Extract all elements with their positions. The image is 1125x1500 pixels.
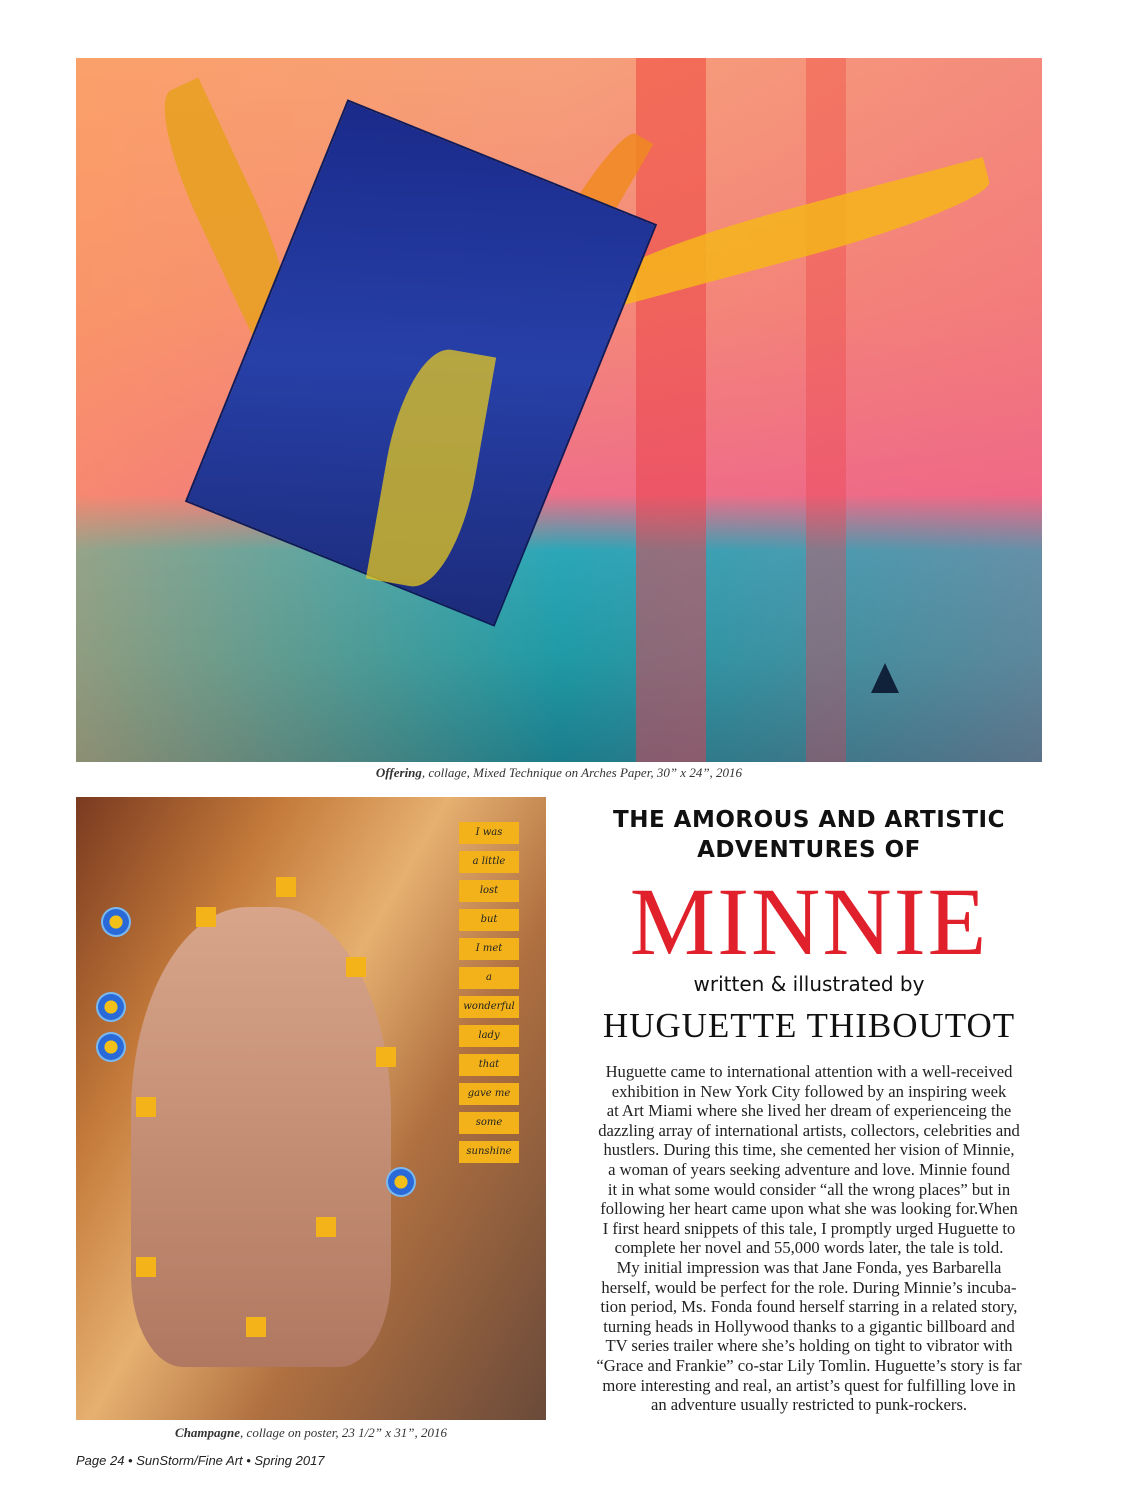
body-line: I first heard snippets of this tale, I promptly urged Huguette to: [602, 1218, 1016, 1238]
collage-note: a little: [459, 851, 519, 873]
body-line: Huguette came to international attention with a well-received: [605, 1062, 1013, 1081]
body-line: at Art Miami where she lived her dream of experienceing the: [606, 1101, 1012, 1121]
collage-note: wonderful: [459, 996, 519, 1018]
collage-note: lost: [459, 880, 519, 902]
collage-note: that: [459, 1054, 519, 1076]
body-line: it in what some would consider “all the wrong places” but in: [607, 1179, 1011, 1199]
photo-champagne: [76, 797, 546, 1420]
painting-offering: [76, 58, 1042, 762]
body-line: turning heads in Hollywood thanks to a gigantic billboard and: [603, 1316, 1015, 1336]
collage-note: gave me: [459, 1083, 519, 1105]
collage-note: lady: [459, 1025, 519, 1047]
author-name: HUGUETTE THIBOUTOT: [602, 1006, 1016, 1045]
body-line: tion period, Ms. Fonda found herself starring in a related story,: [600, 1297, 1018, 1317]
body-line: more interesting and real, an artist’s quest for fulfilling love in: [602, 1375, 1016, 1395]
body-line: an adventure usually restricted to punk-rockers.: [650, 1395, 968, 1415]
byline: written & illustrated by: [693, 972, 925, 996]
body-line: following her heart came upon what she was looking for.When: [600, 1199, 1018, 1219]
article-title: MINNIE: [629, 868, 989, 975]
body-line: dazzling array of international artists, collectors, celebrities and: [598, 1120, 1020, 1140]
collage-note: but: [459, 909, 519, 931]
collage-note: I was: [459, 822, 519, 844]
caption-offering: Offering, collage, Mixed Technique on Arches Paper, 30” x 24”, 2016: [375, 765, 743, 780]
body-line: My initial impression was that Jane Fonda, yes Barbarella: [616, 1257, 1002, 1277]
collage-note: sunshine: [459, 1141, 519, 1163]
collage-note: I met: [459, 938, 519, 960]
caption-champagne: Champagne, collage on poster, 23 1/2” x 31”, 2016: [175, 1425, 447, 1440]
collage-note: some: [459, 1112, 519, 1134]
article-kicker: THE AMOROUS AND ARTISTIC ADVENTURES OF: [613, 807, 1005, 863]
body-line: hustlers. During this time, she cemented her vision of Minnie,: [603, 1140, 1015, 1160]
page-footer: Page 24 • SunStorm/Fine Art • Spring 2017: [76, 1453, 325, 1468]
body-line: TV series trailer where she’s holding on tight to vibrator with: [605, 1336, 1013, 1356]
collage-note: a: [459, 967, 519, 989]
body-line: “Grace and Frankie” co-star Lily Tomlin. Huguette’s story is far: [596, 1355, 1022, 1375]
body-line: a woman of years seeking adventure and love. Minnie found: [608, 1159, 1010, 1179]
body-line: herself, would be perfect for the role. During Minnie’s incuba-: [601, 1277, 1017, 1297]
body-line: complete her novel and 55,000 words later, the tale is told.: [614, 1238, 1004, 1258]
body-line: exhibition in New York City followed by an inspiring week: [611, 1081, 1007, 1101]
article-body: [570, 1062, 1048, 1415]
